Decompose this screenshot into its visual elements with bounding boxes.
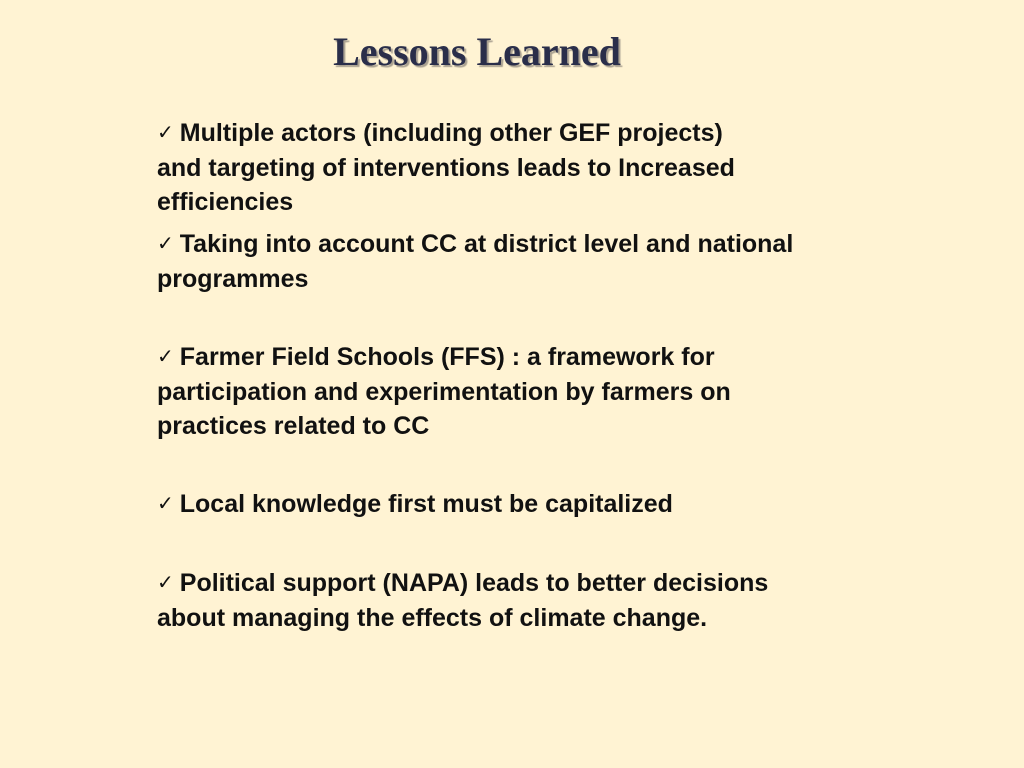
list-item [157,227,822,296]
bullet-text: Taking into account CC at district level and national programmes [157,230,794,293]
list-item [157,566,822,635]
check-icon: ✓ [157,491,174,515]
check-icon: ✓ [157,570,174,594]
lessons-list [157,116,822,635]
bullet-text: Local knowledge first must be capitalized [179,490,673,518]
list-item [157,487,822,522]
bullet-text: Farmer Field Schools (FFS) : a framework for participation and experimentation by farmers on practices related to CC [157,343,731,440]
bullet-text: Political support (NAPA) leads to better decisions about managing the effects of climate change. [157,569,769,632]
slide-title: Lessons Learned [333,29,621,74]
bullet-text: Multiple actors (including other GEF projects) and targeting of interventions leads to Increased efficiencies [157,119,735,216]
list-item [157,116,772,219]
check-icon: ✓ [157,231,174,255]
check-icon: ✓ [157,120,174,144]
check-icon: ✓ [157,344,174,368]
list-item [157,340,822,443]
